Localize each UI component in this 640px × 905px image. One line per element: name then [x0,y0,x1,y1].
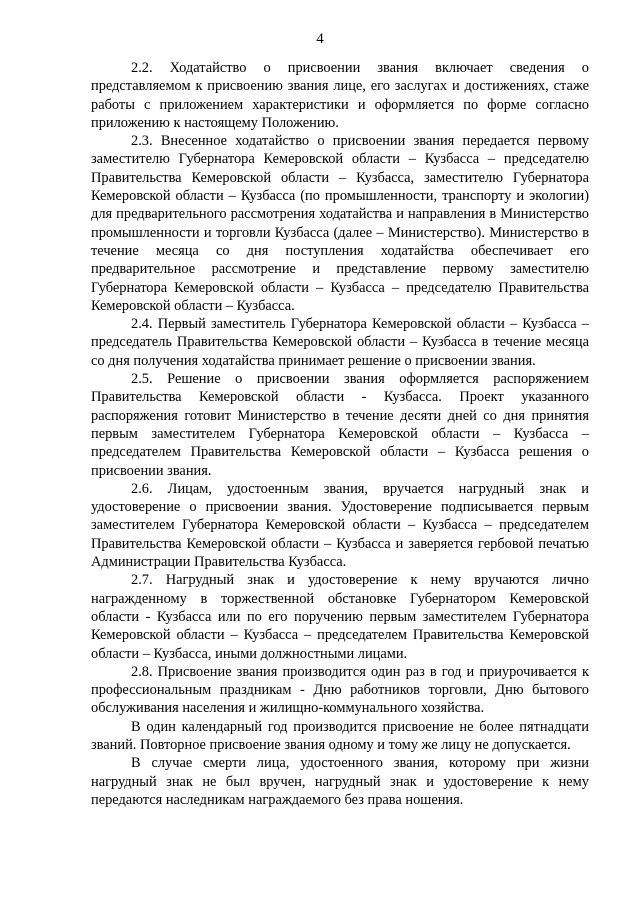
document-body [91,59,589,809]
page-number: 4 [316,31,324,47]
paragraph-posthumous: В случае смерти лица, удостоенного звания, которому при жизни нагрудный знак не был вручен, нагрудный знак и удостоверение к нему передаются наследникам награждаемого без права ношения. [91,755,589,808]
paragraph-2-2: 2.2. Ходатайство о присвоении звания включает сведения о представляемом к присвоению звания лице, его заслугах и достижениях, стаже работы с приложением характеристики и оформляется по форме согласно приложению к настоящему Положению. [91,60,589,131]
paragraph-2-7: 2.7. Нагрудный знак и удостоверение к нему вручаются лично награжденному в торжественной обстановке Губернатором Кемеровской области - Кузбасса или по его поручению первым заместителем Губернатора Кемеровской области – Кузбасса – председателем Правительства Кемеровской области – Кузбасса, иными должностными лицами. [91,572,589,662]
paragraph-2-6: 2.6. Лицам, удостоенным звания, вручается нагрудный знак и удостоверение о присвоении звания. Удостоверение подписывается первым заместителем Губернатора Кемеровской области – Кузбасса – председателем Правительства Кемеровской области – Кузбасса и заверяется гербовой печатью Администрации Правительства Кузбасса. [91,480,589,571]
paragraph-2-8: 2.8. Присвоение звания производится один раз в год и приурочивается к профессиональным праздникам - Дню работников торговли, Дню бытового обслуживания населения и жилищно-коммунального хозяйства. [91,663,589,717]
paragraph-2-3: 2.3. Внесенное ходатайство о присвоении звания передается первому заместителю Губернатора Кемеровской области – Кузбасса – председателю Правительства Кемеровской области – Кузбасса, заместителю Губернатора Кемеровской области – Кузбасса (по промышленности, транспорту и экологии) для предварительного рассмотрения ходатайства и направления в Министерство промышленности и торговли Кузбасса (далее – Министерство). Министерство в течение месяца со дня поступления ходатайства обеспечивает его предварительное рассмотрение и представление первому заместителю Губернатора Кемеровской области – Кузбасса – председателю Правительства Кемеровской области – Кузбасса. [91,133,589,314]
paragraph-annual-limit: В один календарный год производится присвоение не более пятнадцати званий. Повторное присвоение звания одному и тому же лицу не допускается. [91,718,589,753]
paragraph-2-4: 2.4. Первый заместитель Губернатора Кемеровской области – Кузбасса – председатель Правительства Кемеровской области – Кузбасса в течение месяца со дня получения ходатайства принимает решение о присвоении звания. [91,316,589,369]
paragraph-2-5: 2.5. Решение о присвоении звания оформляется распоряжением Правительства Кемеровской области - Кузбасса. Проект указанного распоряжения готовит Министерство в течение десяти дней со дня принятия первым заместителем Губернатора Кемеровской области – Кузбасса – председателем Правительства Кемеровской области – Кузбасса решения о присвоении звания. [91,371,589,479]
